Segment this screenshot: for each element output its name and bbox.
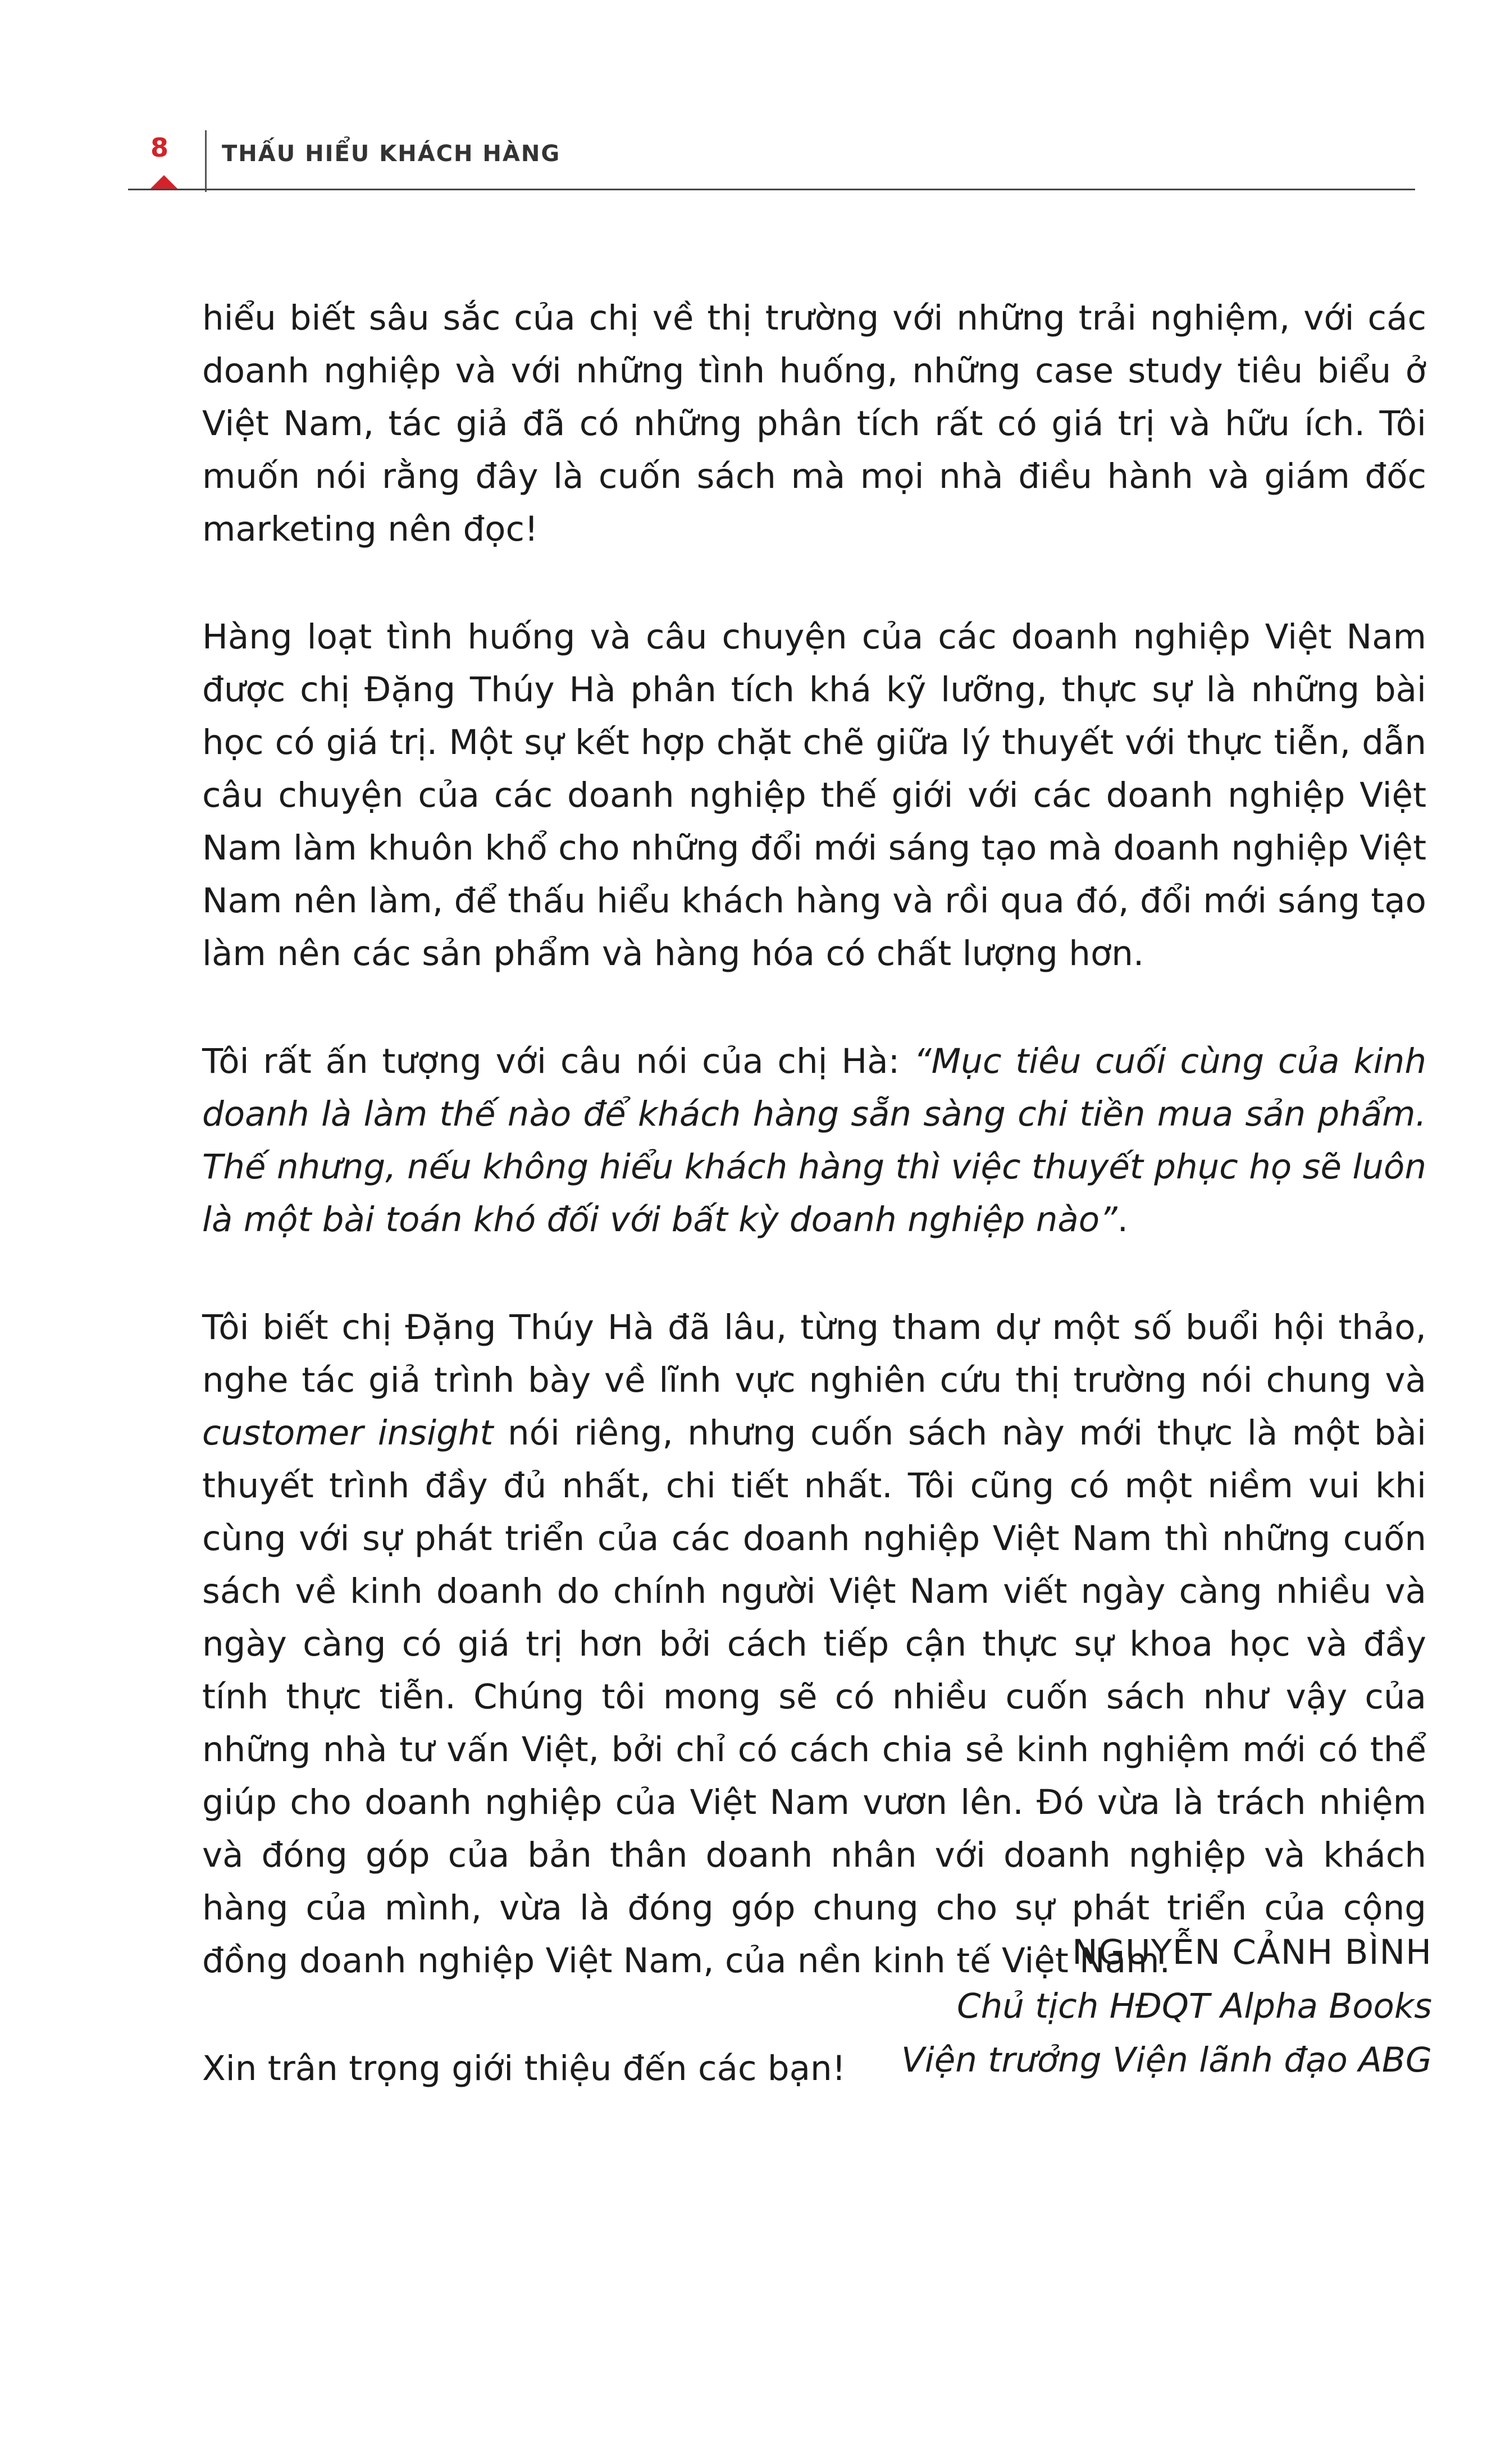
paragraph-4-lead: Tôi biết chị Đặng Thúy Hà đã lâu, từng tham dự một số buổi hội thảo, nghe tác giả trình bày về lĩnh vực nghiên cứu thị trường nói chung và bbox=[202, 1308, 1426, 1400]
paragraph-3-quote: “Mục tiêu cuối cùng của kinh doanh là làm thế nào để khách hàng sẵn sàng chi tiền mua sản phẩm. Thế nhưng, nếu không hiểu khách hàng thì việc thuyết phục họ sẽ luôn là một bài toán khó đối với bất kỳ doanh nghiệp nào” bbox=[202, 1041, 1426, 1240]
paragraph-4-term: customer insight bbox=[202, 1413, 494, 1453]
paragraph-3 bbox=[202, 1035, 1426, 1246]
paragraph-1: hiểu biết sâu sắc của chị về thị trường với những trải nghiệm, với các doanh nghiệp và với những tình huống, những case study tiêu biểu ở Việt Nam, tác giả đã có những phân tích rất có giá trị và hữu ích. Tôi muốn nói rằng đây là cuốn sách mà mọi nhà điều hành và giám đốc marketing nên đọc! bbox=[202, 298, 1426, 549]
signature-block bbox=[786, 1926, 1432, 2087]
header-divider bbox=[205, 130, 207, 192]
page-number: 8 bbox=[150, 132, 169, 163]
paragraph-2: Hàng loạt tình huống và câu chuyện của các doanh nghiệp Việt Nam được chị Đặng Thúy Hà phân tích khá kỹ lưỡng, thực sự là những bài học có giá trị. Một sự kết hợp chặt chẽ giữa lý thuyết với thực tiễn, dẫn câu chuyện của các doanh nghiệp thế giới với các doanh nghiệp Việt Nam làm khuôn khổ cho những đổi mới sáng tạo mà doanh nghiệp Việt Nam nên làm, để thấu hiểu khách hàng và rồi qua đó, đổi mới sáng tạo làm nên các sản phẩm và hàng hóa có chất lượng hơn. bbox=[202, 617, 1426, 973]
paragraph-3-tail: . bbox=[1117, 1200, 1129, 1240]
signature-title-1: Chủ tịch HĐQT Alpha Books bbox=[957, 1986, 1432, 2026]
page-body bbox=[202, 292, 1426, 2095]
running-title: THẤU HIỂU KHÁCH HÀNG bbox=[222, 141, 561, 167]
page-header bbox=[0, 0, 1510, 191]
closing-line: Xin trân trọng giới thiệu đến các bạn! bbox=[202, 2049, 846, 2088]
header-rule bbox=[128, 189, 1415, 190]
signature-title-2: Viện trưởng Viện lãnh đạo ABG bbox=[901, 2040, 1432, 2080]
header-triangle-marker bbox=[150, 175, 177, 189]
paragraph-4-tail: nói riêng, nhưng cuốn sách này mới thực là một bài thuyết trình đầy đủ nhất, chi tiết nhất. Tôi cũng có một niềm vui khi cùng với sự phát triển của các doanh nghiệp Việt Nam thì những cuốn sách về kinh doanh do chính người Việt Nam viết ngày càng nhiều và ngày càng có giá trị hơn bởi cách tiếp cận thực sự khoa học và đầy tính thực tiễn. Chúng tôi mong sẽ có nhiều cuốn sách như vậy của những nhà tư vấn Việt, bởi chỉ có cách chia sẻ kinh nghiệm mới có thể giúp cho doanh nghiệp của Việt Nam vươn lên. Đó vừa là trách nhiệm và đóng góp của bản thân doanh nhân với doanh nghiệp và khách hàng của mình, vừa là đóng góp chung cho sự phát triển của cộng đồng doanh nghiệp Việt Nam, của nền kinh tế Việt Nam. bbox=[202, 1413, 1426, 1981]
paragraph-4 bbox=[202, 1301, 1426, 1987]
signature-name: NGUYỄN CẢNH BÌNH bbox=[1072, 1932, 1432, 1972]
paragraph-3-lead: Tôi rất ấn tượng với câu nói của chị Hà: bbox=[202, 1041, 914, 1081]
